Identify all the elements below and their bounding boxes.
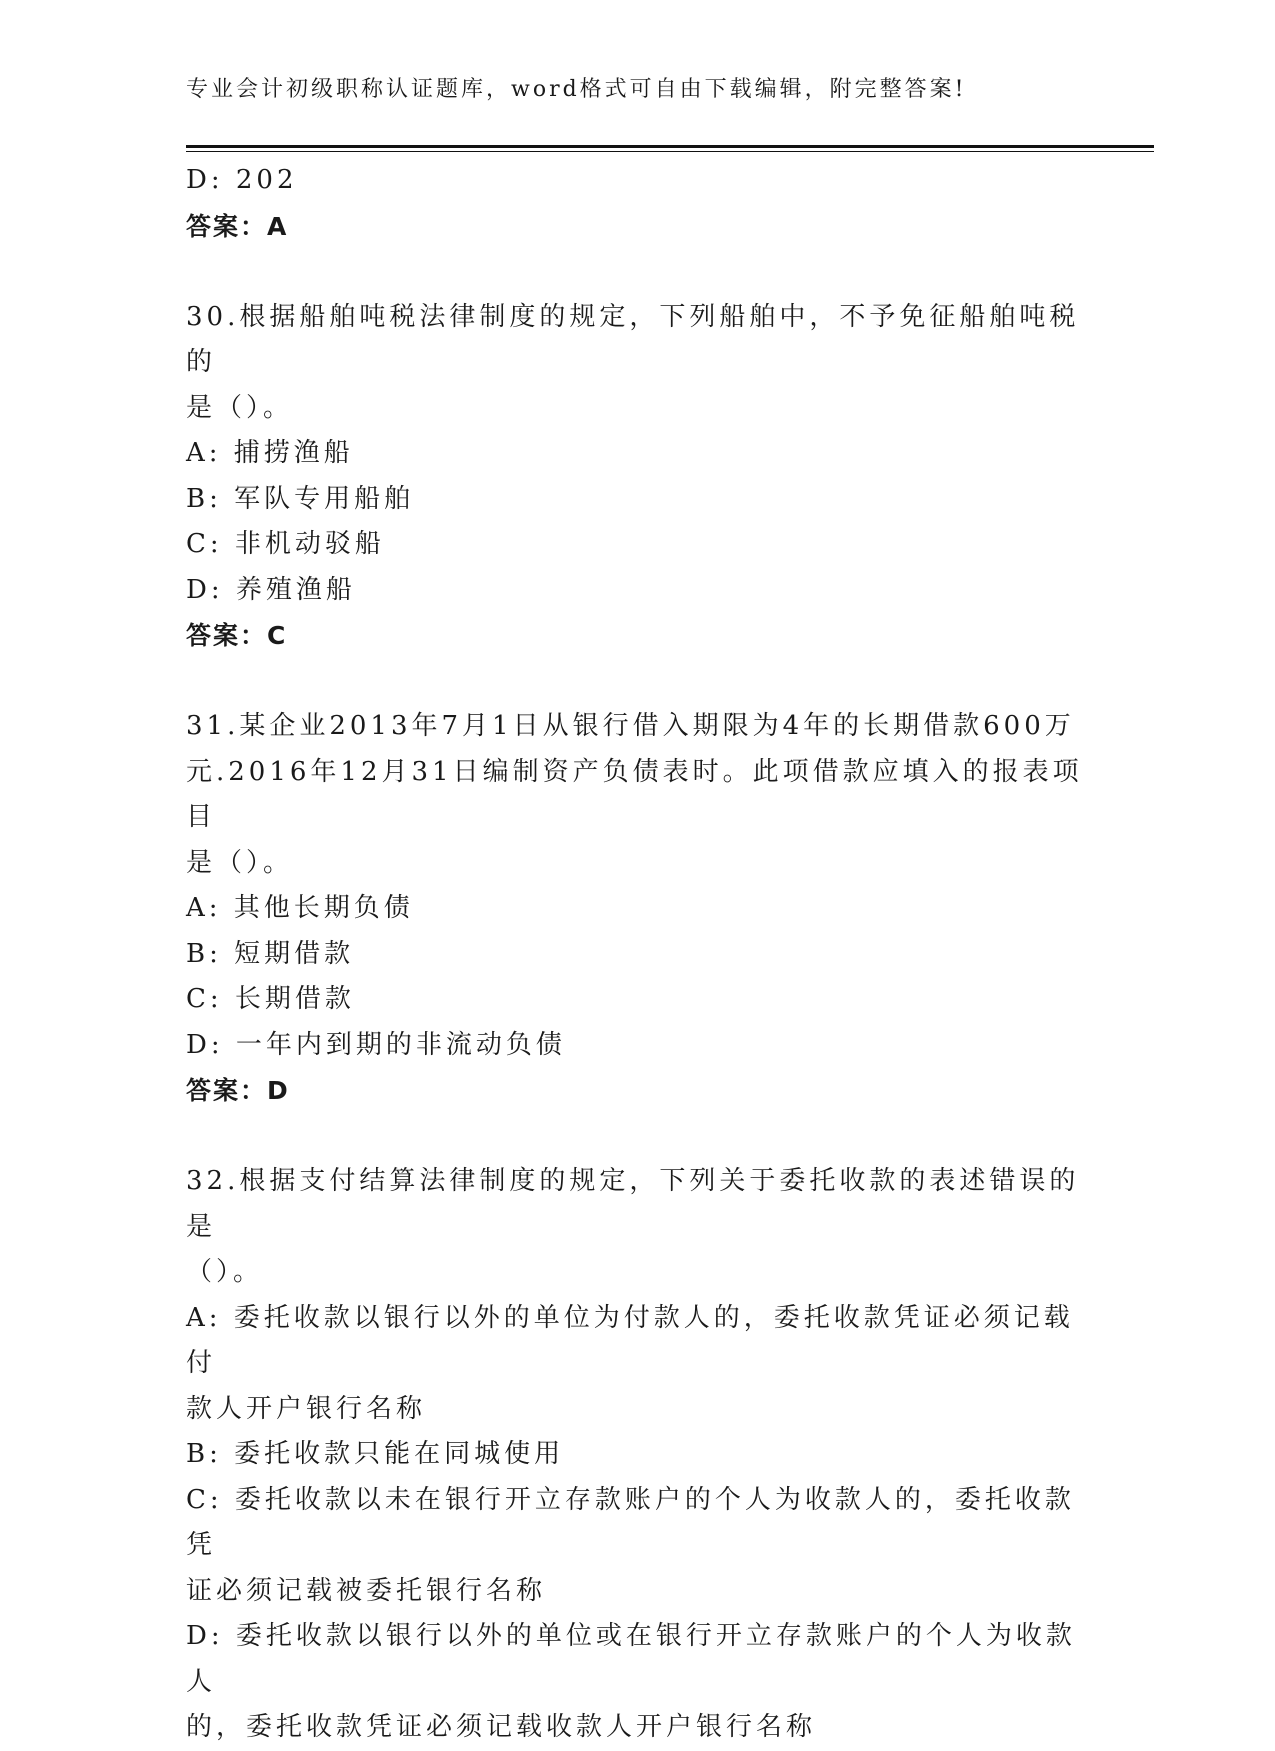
option-a: A: 其他长期负债 [186, 893, 414, 923]
option-d: D: 养殖渔船 [186, 574, 356, 605]
answer: 答案：A [186, 211, 289, 241]
option-d-continued: 的，委托收款凭证必须记载收款人开户银行名称 [186, 1712, 817, 1742]
option-b: B: 军队专用船舶 [186, 483, 415, 514]
option-a: A: 捕捞渔船 [186, 438, 354, 468]
question-body [186, 158, 1086, 1751]
spacer [186, 249, 1086, 295]
option-b: B: 委托收款只能在同城使用 [186, 1439, 565, 1469]
question-stem: 32.根据支付结算法律制度的规定，下列关于委托收款的表述错误的是 [186, 1166, 1080, 1242]
question-stem: 是（）。 [186, 847, 294, 878]
answer: 答案：C [186, 621, 288, 650]
option-c: C: 非机动驳船 [186, 529, 385, 559]
question-stem: 元.2016年12月31日编制资产负债表时。此项借款应填入的报表项目 [186, 756, 1083, 832]
option-a-continued: 款人开户银行名称 [186, 1393, 427, 1424]
question-stem: 31.某企业2013年7月1日从银行借入期限为4年的长期借款600万 [186, 711, 1075, 741]
option-d: D: 委托收款以银行以外的单位或在银行开立存款账户的个人为收款人 [186, 1621, 1076, 1697]
spacer [186, 659, 1086, 705]
answer: 答案：D [186, 1076, 290, 1105]
option-c: C: 长期借款 [186, 984, 355, 1014]
question-stem: （）。 [186, 1257, 264, 1287]
option-d: D: 202 [186, 165, 298, 195]
question-stem: 是（）。 [186, 392, 294, 423]
page-header: 专业会计初级职称认证题库，word格式可自由下载编辑，附完整答案! [186, 77, 967, 102]
spacer [186, 1114, 1086, 1160]
header-rule-thick [186, 145, 1154, 148]
option-d: D: 一年内到期的非流动负债 [186, 1029, 566, 1060]
option-c: C: 委托收款以未在银行开立存款账户的个人为收款人的，委托收款凭 [186, 1484, 1075, 1560]
question-stem: 30.根据船舶吨税法律制度的规定，下列船舶中，不予免征船舶吨税的 [186, 301, 1080, 377]
option-b: B: 短期借款 [186, 938, 355, 969]
header-rule-thin [186, 151, 1154, 152]
option-c-continued: 证必须记载被委托银行名称 [186, 1575, 547, 1606]
option-a: A: 委托收款以银行以外的单位为付款人的，委托收款凭证必须记载付 [186, 1302, 1074, 1378]
